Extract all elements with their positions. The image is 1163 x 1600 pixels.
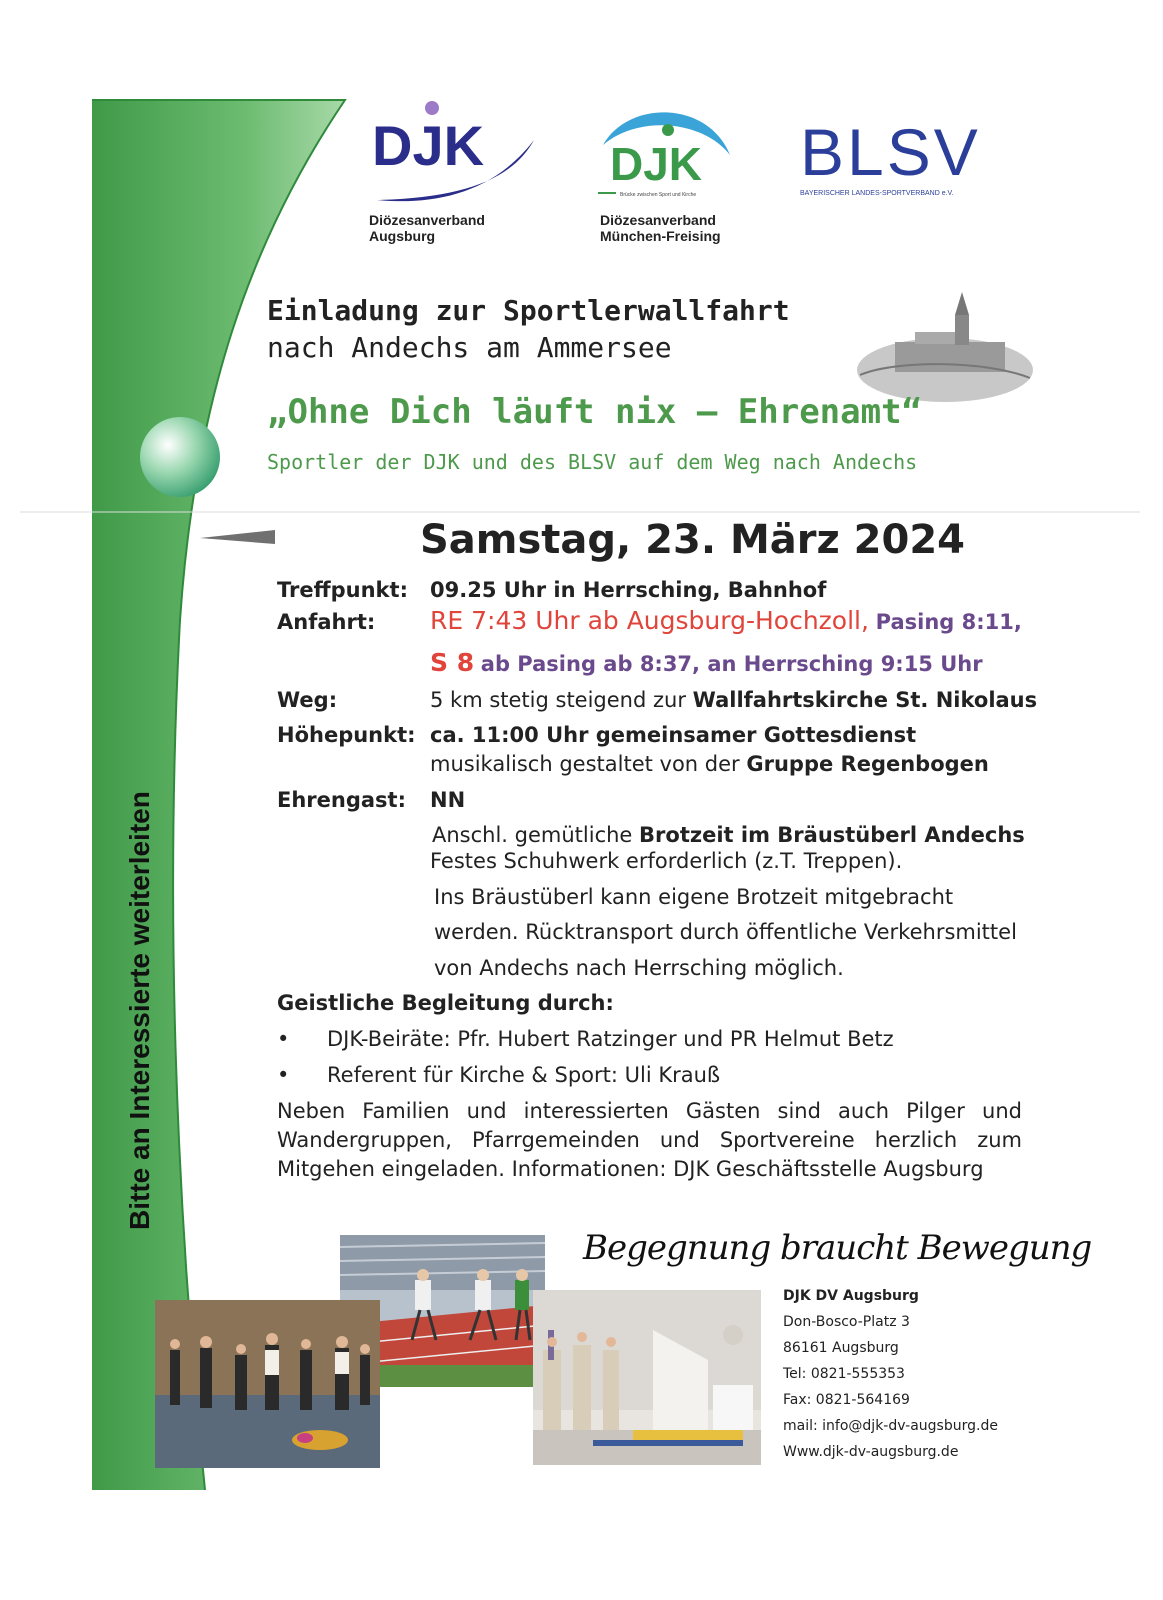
contact-web: Www.djk-dv-augsburg.de bbox=[783, 1444, 959, 1460]
treffpunkt-label: Treffpunkt: bbox=[277, 578, 408, 602]
weg-line bbox=[430, 688, 1037, 712]
djk-augsburg-logo bbox=[372, 100, 542, 210]
anfahrt-pasing: Pasing 8:11, bbox=[875, 610, 1022, 634]
anfahrt-s8-rest: ab Pasing ab 8:37, an Herrsching 9:15 Uhr bbox=[480, 652, 983, 676]
hoehepunkt-value: ca. 11:00 Uhr gemeinsamer Gottesdienst bbox=[430, 723, 917, 747]
brotzeit-pre: Anschl. gemütliche bbox=[432, 823, 633, 847]
info-line-1: Ins Bräustüberl kann eigene Brotzeit mitgebracht bbox=[434, 885, 954, 909]
djk-muenchen-mark: DJK bbox=[610, 138, 703, 190]
bullet-glyph: • bbox=[277, 1027, 290, 1051]
djk-augsburg-caption-line2: Augsburg bbox=[369, 228, 436, 244]
hoehepunkt-group: Gruppe Regenbogen bbox=[746, 752, 989, 776]
spiritual-heading: Geistliche Begleitung durch: bbox=[277, 991, 614, 1015]
ehrengast-label: Ehrengast: bbox=[277, 788, 406, 812]
djk-augsburg-caption-line1: Diözesanverband bbox=[369, 212, 485, 228]
schuhwerk-note: Festes Schuhwerk erforderlich (z.T. Treppen). bbox=[430, 849, 903, 873]
hoehepunkt-music: musikalisch gestaltet von der bbox=[430, 752, 740, 776]
photo-gym-dance bbox=[155, 1300, 380, 1468]
djk-muenchen-logo bbox=[598, 100, 738, 200]
treffpunkt-value: 09.25 Uhr in Herrsching, Bahnhof bbox=[430, 578, 827, 602]
djk-muenchen-tagline: Brücke zwischen Sport und Kirche bbox=[620, 192, 697, 198]
contact-fax: Fax: 0821-564169 bbox=[783, 1392, 910, 1408]
weg-value: 5 km stetig steigend zur bbox=[430, 688, 686, 712]
title-line-2: nach Andechs am Ammersee bbox=[267, 331, 672, 364]
anfahrt-s8: S 8 bbox=[430, 648, 475, 677]
contact-org: DJK DV Augsburg bbox=[783, 1288, 919, 1304]
list-item bbox=[277, 1027, 894, 1063]
list-item-text: Referent für Kirche & Sport: Uli Krauß bbox=[327, 1063, 721, 1087]
contact-mail: mail: info@djk-dv-augsburg.de bbox=[783, 1418, 998, 1434]
anfahrt-re: RE 7:43 Uhr ab Augsburg-Hochzoll, bbox=[430, 606, 869, 635]
djk-muenchen-caption bbox=[600, 212, 721, 244]
bullet-glyph: • bbox=[277, 1063, 290, 1087]
weg-label: Weg: bbox=[277, 688, 338, 712]
djk-augsburg-caption bbox=[369, 212, 485, 244]
djk-augsburg-mark: DJK bbox=[372, 114, 485, 177]
hoehepunkt-music-line bbox=[430, 752, 989, 776]
blsv-tagline: BAYERISCHER LANDES-SPORTVERBAND e.V. bbox=[800, 190, 954, 197]
djk-muenchen-emblem bbox=[598, 100, 738, 200]
info-line-2: werden. Rücktransport durch öffentliche Verkehrsmittel bbox=[434, 920, 1017, 944]
djk-augsburg-emblem bbox=[372, 100, 542, 210]
list-item bbox=[277, 1063, 894, 1099]
djk-muenchen-caption-line2: München-Freising bbox=[600, 228, 721, 244]
brotzeit-line bbox=[432, 823, 1025, 847]
hoehepunkt-label: Höhepunkt: bbox=[277, 723, 416, 747]
green-ball-shape bbox=[140, 417, 220, 497]
title-line-1: Einladung zur Sportlerwallfahrt bbox=[267, 294, 790, 327]
contact-city: 86161 Augsburg bbox=[783, 1340, 899, 1356]
slogan: Begegnung braucht Bewegung bbox=[583, 1228, 1092, 1268]
list-item-text: DJK-Beiräte: Pfr. Hubert Ratzinger und PR Helmut Betz bbox=[327, 1027, 894, 1051]
blsv-logo bbox=[800, 115, 1000, 205]
motto: „Ohne Dich läuft nix – Ehrenamt“ bbox=[267, 392, 923, 432]
subline: Sportler der DJK und des BLSV auf dem Weg nach Andechs bbox=[267, 450, 918, 474]
anfahrt-line-1 bbox=[430, 606, 1022, 635]
vertical-note: Bitte an Interessierte weiterleiten bbox=[124, 791, 155, 1230]
ehrengast-value: NN bbox=[430, 788, 466, 812]
brotzeit-bold: Brotzeit im Bräustüberl Andechs bbox=[639, 823, 1025, 847]
spiritual-list bbox=[277, 1027, 894, 1099]
contact-tel: Tel: 0821-555353 bbox=[783, 1366, 905, 1382]
info-line-3: von Andechs nach Herrsching möglich. bbox=[434, 956, 844, 980]
event-date: Samstag, 23. März 2024 bbox=[420, 517, 965, 563]
blsv-mark: BLSV bbox=[800, 115, 981, 189]
blsv-emblem bbox=[800, 115, 1000, 205]
contact-block bbox=[783, 1283, 998, 1465]
photo-church-service bbox=[533, 1290, 761, 1465]
contact-street: Don-Bosco-Platz 3 bbox=[783, 1314, 910, 1330]
djk-muenchen-caption-line1: Diözesanverband bbox=[600, 212, 716, 228]
andechs-monastery-illustration bbox=[855, 290, 1035, 405]
anfahrt-line-2 bbox=[430, 648, 983, 677]
invite-paragraph: Neben Familien und interessierten Gästen sind auch Pilger und Wandergruppen, Pfarrgemeinden und Sportvereine herzlich zum Mitgehen eingeladen. Informationen: DJK Geschäftsstelle Augsburg bbox=[277, 1099, 1022, 1181]
weg-target: Wallfahrtskirche St. Nikolaus bbox=[692, 688, 1038, 712]
anfahrt-label: Anfahrt: bbox=[277, 610, 376, 634]
